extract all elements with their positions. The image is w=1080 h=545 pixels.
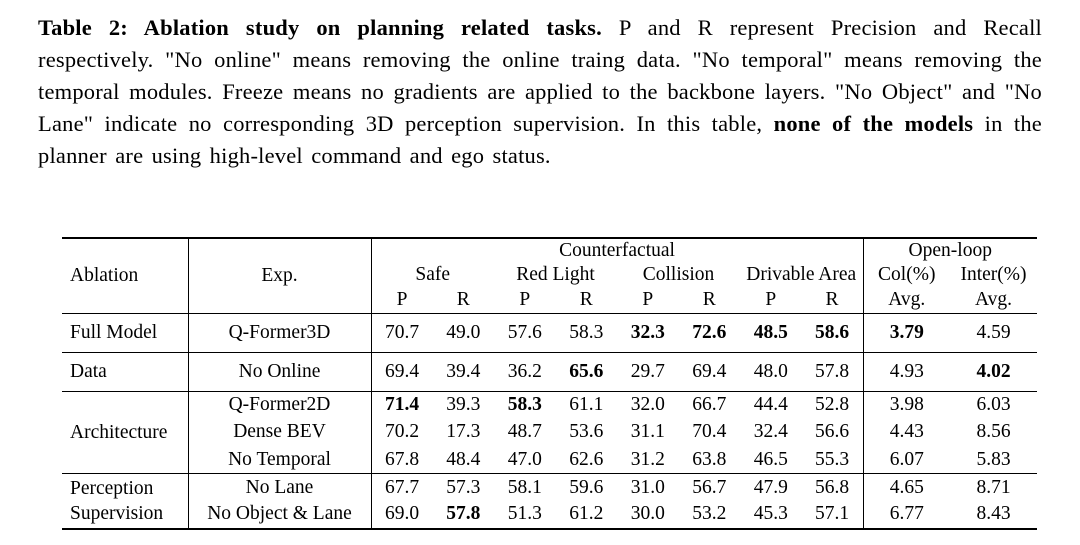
ablation-group-label: Full Model <box>62 313 188 352</box>
metric-value: 47.9 <box>740 474 802 502</box>
metric-value: 32.3 <box>617 313 679 352</box>
metric-value: 59.6 <box>556 474 618 502</box>
metric-value: 8.43 <box>976 503 1011 525</box>
metric-value: 72.6 <box>679 313 741 352</box>
header-p: P <box>765 289 777 311</box>
metric-value: 71.4 <box>371 391 433 419</box>
experiment-label: No Online <box>188 352 371 391</box>
header-col-pct: Col(%) <box>863 262 950 288</box>
metric-value: 31.1 <box>630 421 665 443</box>
metric-value: 70.2 <box>371 419 433 447</box>
metric-value: 57.1 <box>814 503 850 525</box>
caption-body-2: in the planner are using high-level command and ego status. <box>38 111 1042 168</box>
table-section <box>62 391 1037 474</box>
experiment-label: Q-Former2D <box>188 391 371 419</box>
experiment-label: No Temporal <box>188 446 371 474</box>
metric-value: 66.7 <box>679 391 741 419</box>
metric-value: 67.7 <box>371 474 433 502</box>
metric-value: 6.77 <box>863 501 950 529</box>
caption-bold-phrase: none of the models <box>773 111 974 136</box>
metric-value: 36.2 <box>494 352 556 391</box>
metric-value: 53.2 <box>692 503 727 525</box>
header-p: P <box>519 289 531 311</box>
table-row <box>62 313 1037 352</box>
metric-value: 32.4 <box>753 421 788 443</box>
metric-value: 39.4 <box>433 352 495 391</box>
header-safe: Safe <box>371 262 494 288</box>
metric-value: 69.0 <box>371 501 433 529</box>
ablation-group-label: Data <box>62 352 188 391</box>
metric-value: 56.6 <box>814 421 850 443</box>
metric-value: 63.8 <box>692 448 727 470</box>
metric-value: 58.3 <box>556 313 618 352</box>
results-table <box>62 237 1037 530</box>
caption-title: Table 2: Ablation study on planning related tasks. <box>38 15 602 40</box>
metric-value: 57.6 <box>494 313 556 352</box>
metric-value: 58.1 <box>494 474 556 502</box>
table-section <box>62 313 1037 352</box>
metric-value: 57.8 <box>802 352 864 391</box>
metric-value: 30.0 <box>630 503 665 525</box>
metric-value: 4.43 <box>863 419 950 447</box>
metric-value: 48.4 <box>446 448 481 470</box>
metric-value: 57.3 <box>433 474 495 502</box>
metric-value: 70.4 <box>692 421 727 443</box>
header-avg: Avg. <box>863 288 950 313</box>
metric-value: 3.98 <box>863 391 950 419</box>
metric-value: 52.8 <box>802 391 864 419</box>
metric-value: 56.7 <box>679 474 741 502</box>
metric-value: 51.3 <box>507 503 542 525</box>
metric-value: 61.2 <box>569 503 604 525</box>
header-r: R <box>579 289 593 311</box>
metric-value: 49.0 <box>433 313 495 352</box>
header-red-light: Red Light <box>516 264 595 285</box>
metric-value: 8.71 <box>950 474 1037 502</box>
metric-value: 4.02 <box>950 352 1037 391</box>
metric-value: 17.3 <box>446 421 481 443</box>
table-row <box>62 419 1037 447</box>
header-counterfactual: Counterfactual <box>371 238 863 262</box>
metric-value: 61.1 <box>556 391 618 419</box>
table-section <box>62 474 1037 529</box>
metric-value: 45.3 <box>753 503 788 525</box>
metric-value: 4.59 <box>950 313 1037 352</box>
metric-value: 47.0 <box>507 448 542 470</box>
metric-value: 57.8 <box>446 503 481 525</box>
table-row <box>62 352 1037 391</box>
header-avg: Avg. <box>974 289 1012 311</box>
header-r: R <box>825 289 839 311</box>
metric-value: 4.93 <box>863 352 950 391</box>
metric-value: 32.0 <box>617 391 679 419</box>
metric-value: 39.3 <box>433 391 495 419</box>
table-caption <box>38 12 1042 172</box>
metric-value: 58.6 <box>802 313 864 352</box>
header-ablation: Ablation <box>70 264 139 286</box>
metric-value: 6.03 <box>950 391 1037 419</box>
metric-value: 58.3 <box>494 391 556 419</box>
caption-body-1: P and R represent Precision and Recall respectively. "No online" means removing the online traing data. "No temporal" means removing the temporal modules. Freeze means no gradients are applied to the backbone layers. "No Object" and "No Lane" indicate no corresponding 3D perception supervision. In this table, <box>38 15 1043 136</box>
metric-value: 4.65 <box>863 474 950 502</box>
table-row <box>62 391 1037 419</box>
ablation-group-label: Perception Supervision <box>62 474 188 529</box>
table-header <box>62 238 1037 313</box>
metric-value: 48.0 <box>740 352 802 391</box>
metric-value: 55.3 <box>814 448 850 470</box>
table-row <box>62 474 1037 502</box>
metric-value: 70.7 <box>371 313 433 352</box>
table-row <box>62 501 1037 529</box>
metric-value: 69.4 <box>371 352 433 391</box>
metric-value: 5.83 <box>976 448 1011 470</box>
header-r: R <box>456 289 470 311</box>
metric-value: 69.4 <box>679 352 741 391</box>
ablation-group-label: Architecture <box>62 391 188 474</box>
metric-value: 8.56 <box>976 421 1011 443</box>
experiment-label: No Object & Lane <box>188 501 371 529</box>
metric-value: 31.0 <box>617 474 679 502</box>
header-collision: Collision <box>642 264 715 285</box>
table-row <box>62 446 1037 474</box>
metric-value: 56.8 <box>802 474 864 502</box>
header-p: P <box>642 289 654 311</box>
header-r: R <box>702 289 716 311</box>
metric-value: 48.5 <box>740 313 802 352</box>
header-inter-pct: Inter(%) <box>960 264 1027 285</box>
metric-value: 31.2 <box>630 448 665 470</box>
experiment-label: Q-Former3D <box>188 313 371 352</box>
experiment-label: Dense BEV <box>188 419 371 447</box>
metric-value: 65.6 <box>556 352 618 391</box>
header-exp: Exp. <box>188 238 371 313</box>
metric-value: 3.79 <box>863 313 950 352</box>
metric-value: 67.8 <box>371 446 433 474</box>
metric-value: 53.6 <box>569 421 604 443</box>
metric-value: 46.5 <box>753 448 788 470</box>
metric-value: 6.07 <box>863 446 950 474</box>
metric-value: 29.7 <box>617 352 679 391</box>
header-open-loop: Open-loop <box>863 238 1037 262</box>
header-p: P <box>371 288 433 313</box>
experiment-label: No Lane <box>188 474 371 502</box>
table-section <box>62 352 1037 391</box>
header-row-spans <box>62 238 1037 262</box>
metric-value: 62.6 <box>569 448 604 470</box>
metric-value: 48.7 <box>507 421 542 443</box>
metric-value: 44.4 <box>740 391 802 419</box>
header-drivable-area: Drivable Area <box>746 264 857 285</box>
